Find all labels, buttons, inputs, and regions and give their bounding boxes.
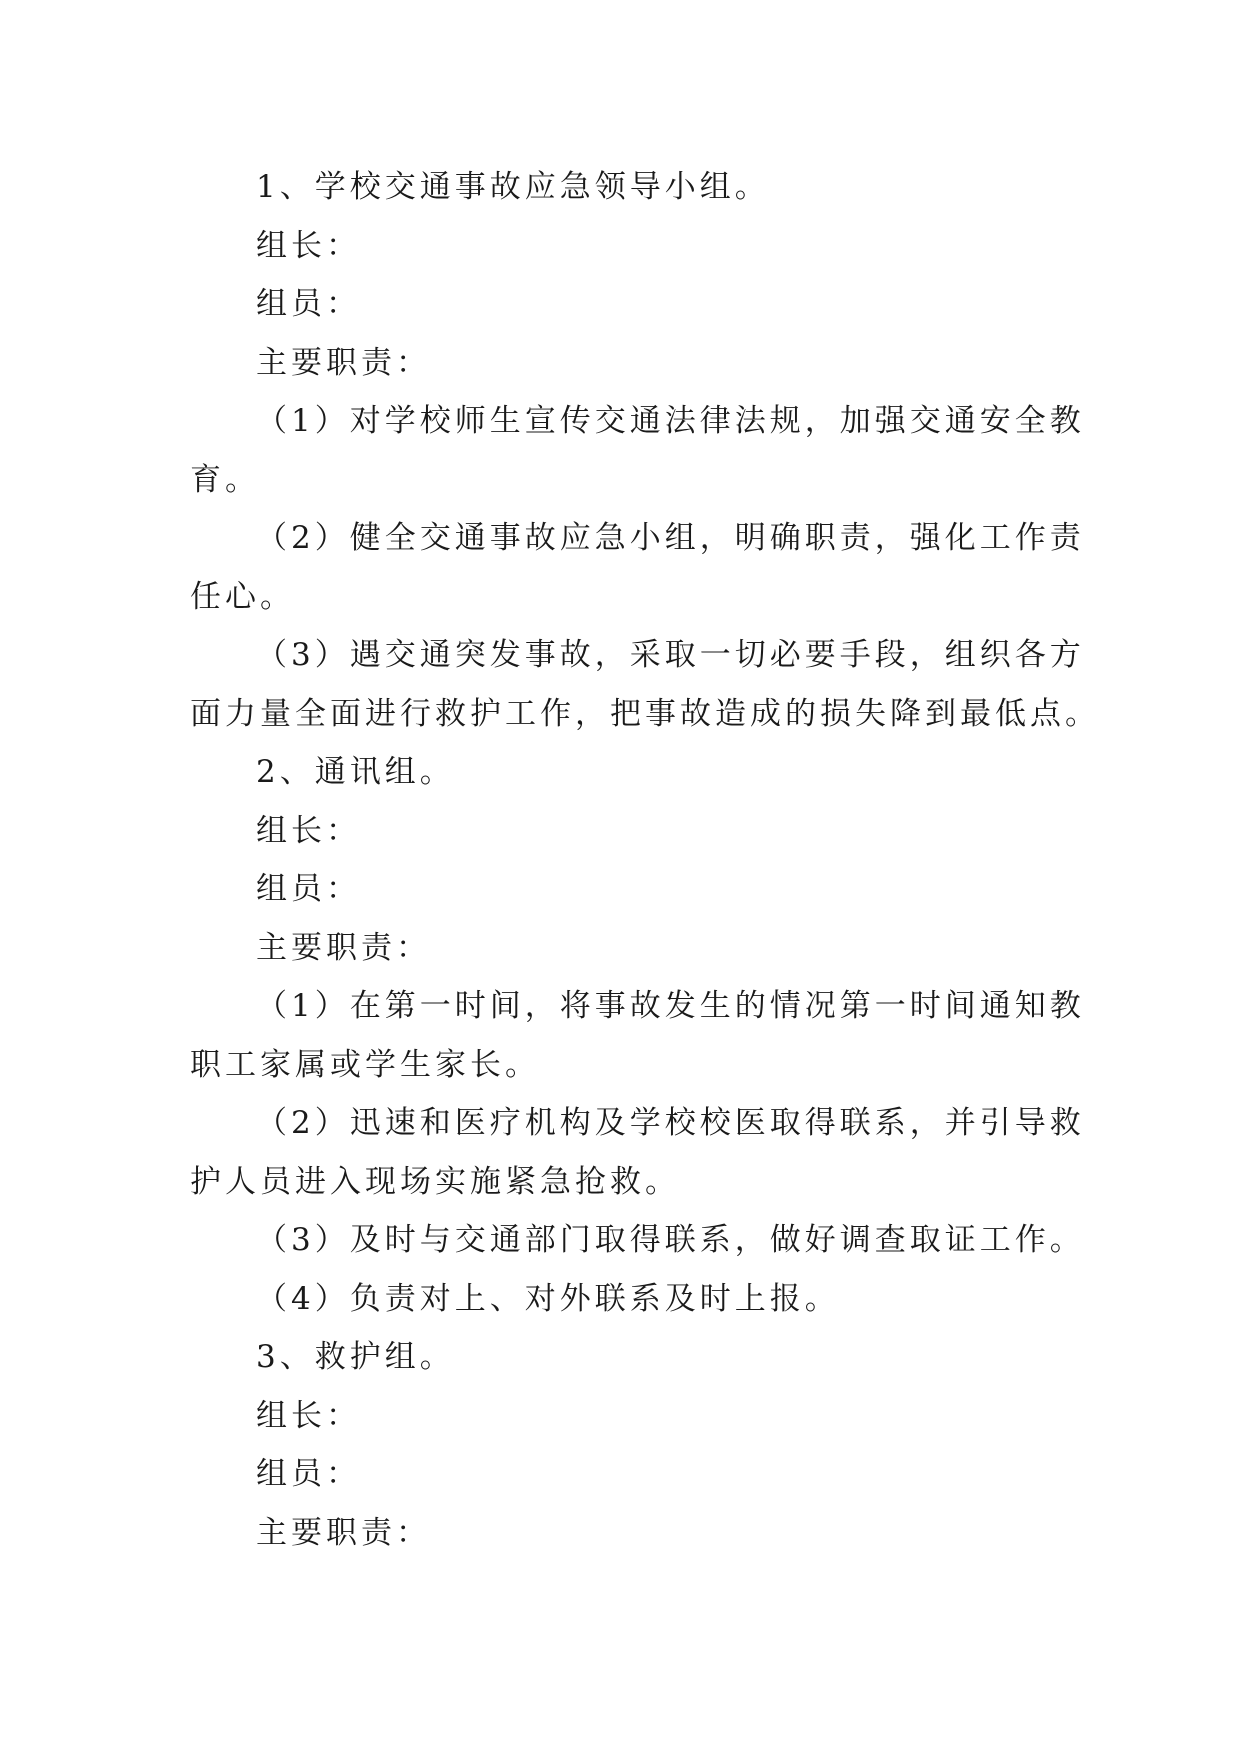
duty-item-line: （3）及时与交通部门取得联系，做好调查取证工作。 [256, 1222, 1085, 1258]
duty-item-continuation: 面力量全面进行救护工作，把事故造成的损失降到最低点。 [190, 695, 1100, 732]
section-heading-rescue-group: 3、救护组。 [256, 1339, 455, 1375]
members-label: 组员： [256, 871, 361, 907]
section-heading-communication-group: 2、通讯组。 [256, 754, 455, 790]
leader-label: 组长： [256, 812, 361, 849]
leader-label: 组长： [256, 227, 361, 264]
duties-label: 主要职责： [256, 1514, 431, 1551]
duty-item-line: （1）在第一时间，将事故发生的情况第一时间通知教 [256, 988, 1085, 1024]
duty-item-continuation: 护人员进入现场实施紧急抢救。 [190, 1163, 680, 1200]
section-heading-leadership-group: 1、学校交通事故应急领导小组。 [256, 169, 770, 205]
duty-item-line: （2）健全交通事故应急小组，明确职责，强化工作责 [256, 520, 1085, 556]
duties-label: 主要职责： [256, 344, 431, 381]
duty-item-line: （2）迅速和医疗机构及学校校医取得联系，并引导救 [256, 1105, 1085, 1141]
leader-label: 组长： [256, 1397, 361, 1434]
duties-label: 主要职责： [256, 929, 431, 966]
duty-item-line: （4）负责对上、对外联系及时上报。 [256, 1280, 840, 1317]
members-label: 组员： [256, 1456, 361, 1492]
members-label: 组员： [256, 286, 361, 322]
duty-item-line: （1）对学校师生宣传交通法律法规，加强交通安全教 [256, 403, 1085, 439]
duty-item-continuation: 职工家属或学生家长。 [190, 1046, 540, 1083]
document-body [190, 158, 1100, 1562]
duty-item-continuation: 任心。 [190, 578, 295, 615]
duty-item-continuation: 育。 [190, 461, 260, 498]
duty-item-line: （3）遇交通突发事故，采取一切必要手段，组织各方 [256, 637, 1085, 673]
